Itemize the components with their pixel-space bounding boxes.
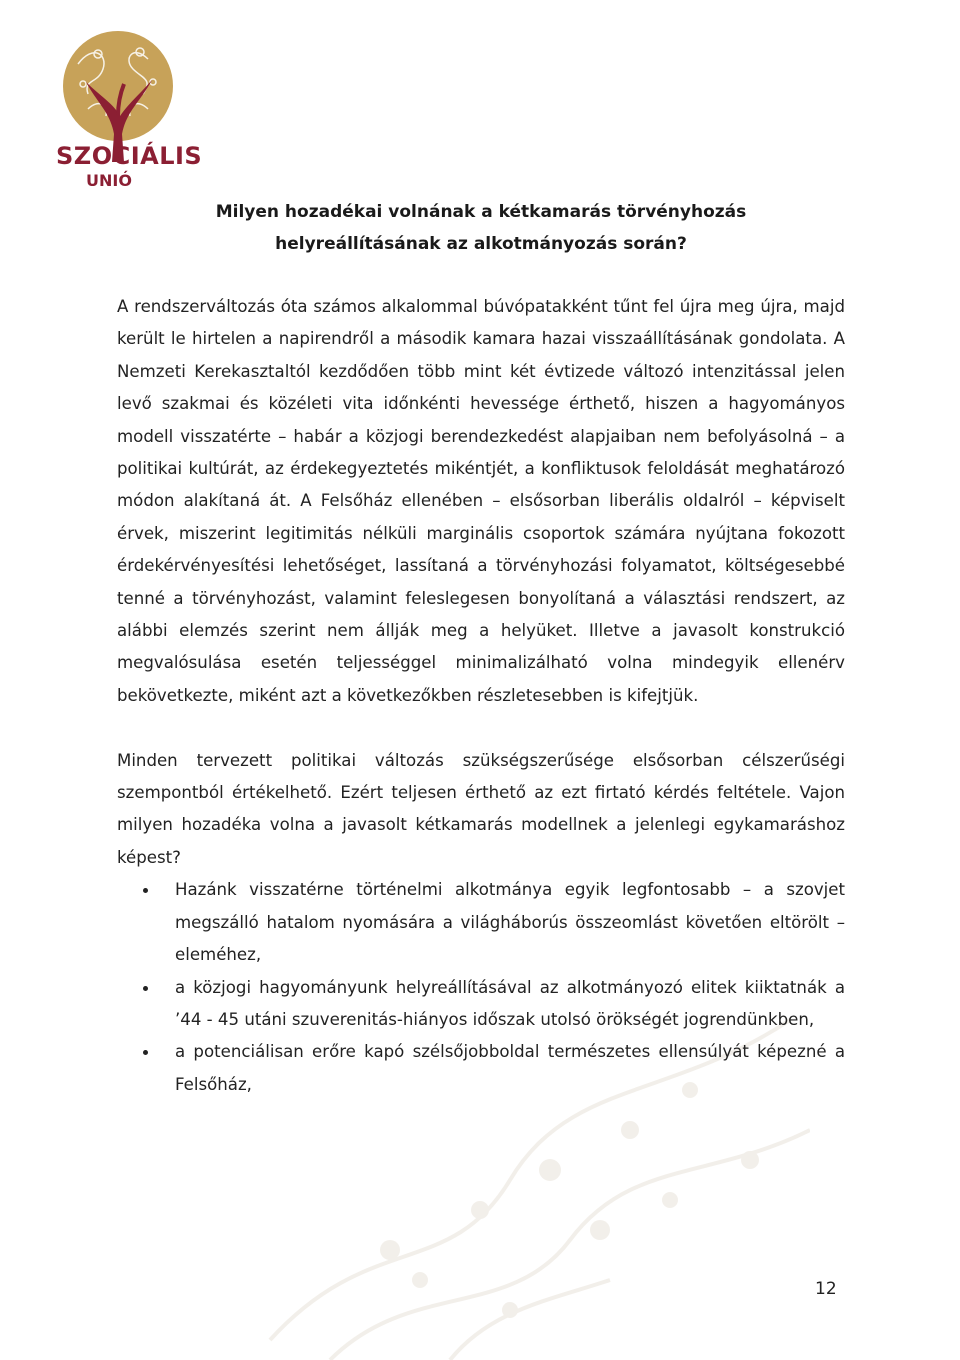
bullet-icon: [143, 888, 148, 893]
document-body: [117, 291, 845, 1101]
paragraph-1: A rendszerváltozás óta számos alkalommal búvópatakként tűnt fel újra meg újra, majd került le hirtelen a napirendről a második kamara hazai visszaállításának gondolata. A Nemzeti Kerekasztaltól kezdődően több mint két évtizede változó intenzitással jelen levő szakmai és közéleti vita időnkénti hevessége érthető, hiszen a hagyományos modell visszatérte – habár a közjogi berendezkedést alapjaiban nem befolyásolná – a politikai kultúrát, az érdekegyeztetés mikéntjét, a konfliktusok feloldását meghatározó módon alakítaná át. A Felsőház ellenében – elsősorban liberális oldalról – képviselt érvek, miszerint legitimitás nélküli marginális csoportok számára nyújtana fokozott érdekérvényesítési lehetőséget, lassítaná a törvényhozási folyamatot, költségesebbé tenné a törvényhozást, valamint feleslegesen bonyolítaná a választási rendszert, az alábbi elemzés szerint nem állják meg a helyüket. Illetve a javasolt konstrukció megvalósulása esetén teljességgel minimalizálható volna mindegyik ellenérv bekövetkezte, miként azt a következőkben részletesebben is kifejtjük.: [117, 297, 845, 705]
bullet-icon: [143, 1050, 148, 1055]
list-item: [117, 874, 845, 971]
logo-text-line2: UNIÓ: [86, 171, 132, 190]
list-item: [117, 972, 845, 1037]
bullet-icon: [143, 986, 148, 991]
list-item: [117, 1036, 845, 1101]
page-number: 12: [815, 1279, 837, 1299]
list-item-text: Hazánk visszatérne történelmi alkotmánya egyik legfontosabb – a szovjet megszálló hatalom nyomására a világháborús összeomlást követően eltörölt – eleméhez,: [175, 880, 845, 965]
bullet-list: [117, 874, 845, 1101]
logo-text-line1: SZOCIÁLIS: [56, 142, 203, 170]
list-item-text: a közjogi hagyományunk helyreállításával az alkotmányozó elitek kiiktatnák a ’44 - 45 utáni szuverenitás-hiányos időszak utolsó örökségét jogrendünkben,: [175, 977, 845, 1029]
list-item-text: a potenciálisan erőre kapó szélsőjobboldal természetes ellensúlyát képezné a Felsőház,: [175, 1042, 845, 1094]
paragraph-2: Minden tervezett politikai változás szükségszerűsége elsősorban célszerűségi szempontból értékelhető. Ezért teljesen érthető az ezt firtató kérdés feltétele. Vajon milyen hozadéka volna a javasolt kétkamarás modellnek a jelenlegi egykamaráshoz képest?: [117, 750, 845, 867]
title-line-1: Milyen hozadékai volnának a kétkamarás törvényhozás: [215, 202, 747, 222]
title-line-2: helyreállításának az alkotmányozás során?: [275, 234, 687, 254]
page-title: [117, 196, 845, 260]
